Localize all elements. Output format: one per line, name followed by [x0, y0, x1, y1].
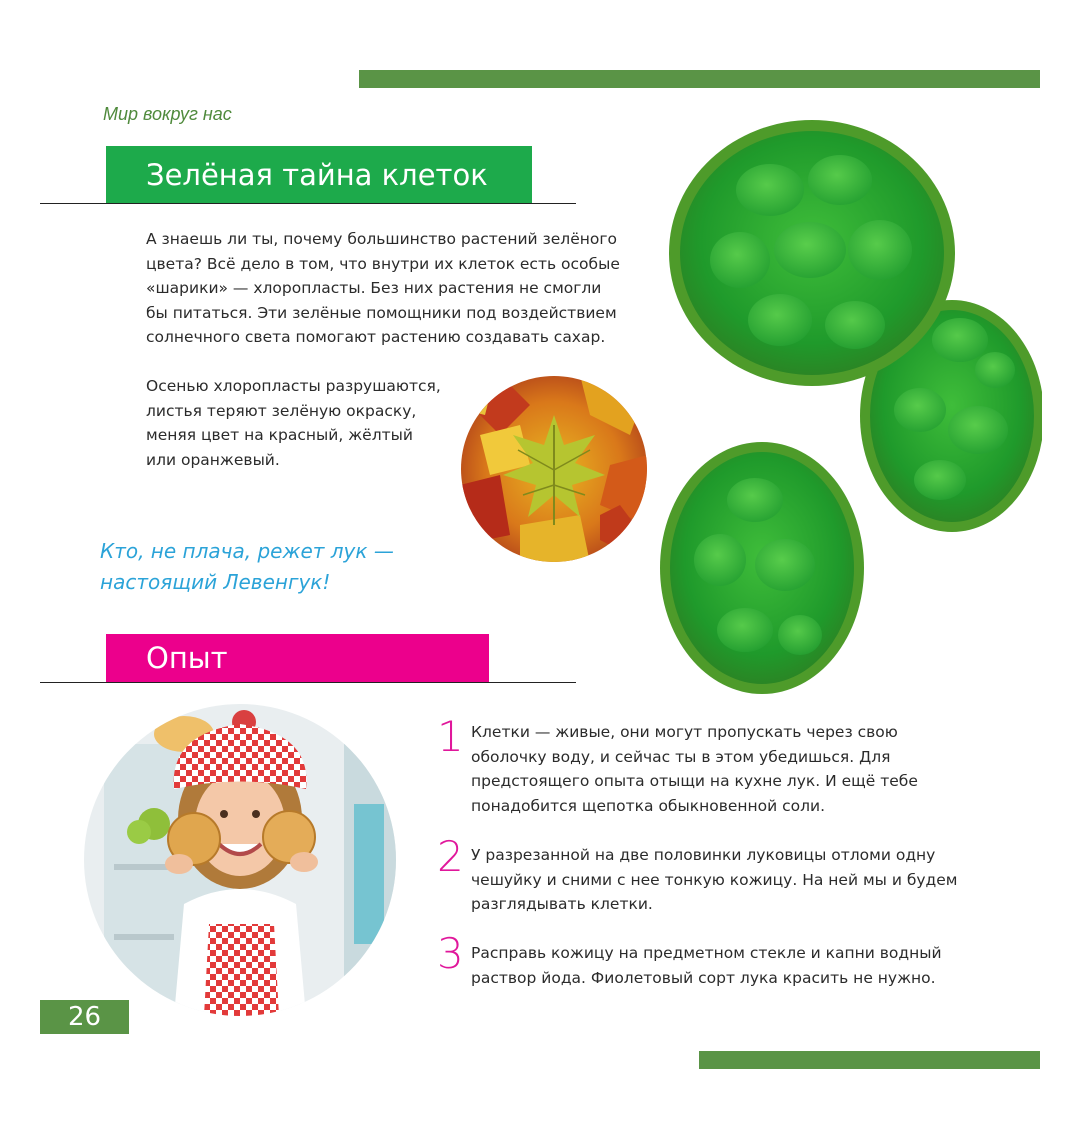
text-line: У разрезанной на две половинки луковицы отломи одну	[471, 846, 936, 864]
text-line: предстоящего опыта отыщи на кухне лук. И ещё тебе	[471, 772, 918, 790]
autumn-paragraph	[146, 374, 441, 472]
intro-paragraph	[146, 227, 620, 350]
autumn-leaves-image	[460, 375, 648, 563]
text-line: меняя цвет на красный, жёлтый	[146, 426, 413, 444]
cell-top	[669, 120, 955, 386]
proverb-quote	[100, 536, 394, 598]
plant-cells-image	[660, 110, 1042, 700]
text-line: оболочку воду, и сейчас ты в этом убедишься. Для	[471, 747, 891, 766]
text-line: чешуйку и сними с нее тонкую кожицу. На ней мы и будем	[471, 870, 958, 889]
text-line: бы питаться. Эти зелёные помощники под воздействием	[146, 303, 617, 322]
top-green-bar	[359, 70, 1040, 88]
girl-with-onions-photo	[84, 704, 396, 1016]
page-number: 26	[40, 1000, 129, 1034]
heading-underline	[40, 682, 576, 683]
text-line: разглядывать клетки.	[471, 895, 653, 913]
text-line: цвета? Всё дело в том, что внутри их клеток есть особые	[146, 254, 620, 273]
text-line: Клетки — живые, они могут пропускать через свою	[471, 723, 898, 741]
text-line: солнечного света помогают растению создавать сахар.	[146, 328, 606, 346]
text-line: раствор йода. Фиолетовый сорт лука красить не нужно.	[471, 968, 936, 987]
step-text	[471, 941, 942, 990]
text-line: или оранжевый.	[146, 450, 280, 469]
step-text	[471, 720, 918, 818]
text-line: А знаешь ли ты, почему большинство растений зелёного	[146, 230, 617, 248]
section-label: Мир вокруг нас	[103, 104, 232, 124]
title-experiment: Опыт	[106, 634, 489, 682]
text-line: листья теряют зелёную окраску,	[146, 401, 417, 420]
text-line: Расправь кожицу на предметном стекле и капни водный	[471, 944, 942, 962]
step-number: 2	[437, 832, 464, 881]
heading-underline	[40, 203, 576, 204]
text-line: Осенью хлоропласты разрушаются,	[146, 377, 441, 395]
bottom-green-bar	[699, 1051, 1040, 1069]
text-line: понадобится щепотка обыкновенной соли.	[471, 796, 826, 815]
quote-line: настоящий Левенгук!	[100, 570, 331, 594]
cell-bottom	[660, 442, 864, 694]
title-green-secret: Зелёная тайна клеток	[106, 146, 532, 203]
step-number: 3	[437, 929, 464, 978]
step-number: 1	[437, 712, 464, 761]
step-text	[471, 843, 958, 917]
text-line: «шарики» — хлоропласты. Без них растения не смогли	[146, 279, 602, 297]
quote-line: Кто, не плача, режет лук —	[100, 539, 394, 563]
